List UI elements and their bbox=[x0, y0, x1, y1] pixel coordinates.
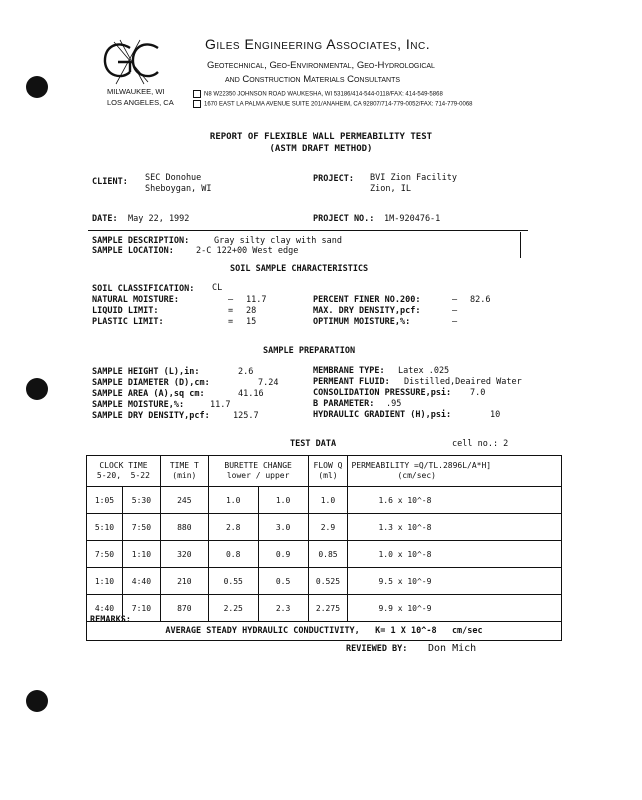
permeant-fluid-label: PERMEANT FLUID: bbox=[313, 377, 390, 387]
cell-elapsed-minutes: 320 bbox=[160, 541, 208, 568]
cell-permeability: 1.6 x 10^-8 bbox=[348, 487, 562, 514]
soil-heading: SOIL SAMPLE CHARACTERISTICS bbox=[230, 264, 369, 274]
sample-moisture: 11.7 bbox=[210, 400, 231, 410]
b-parameter-label: B PARAMETER: bbox=[313, 399, 375, 409]
percent-finer-dash: — bbox=[452, 295, 458, 305]
average-value: K= 1 X 10^-8 bbox=[375, 626, 437, 636]
date-label: DATE: bbox=[92, 214, 118, 224]
prep-heading: SAMPLE PREPARATION bbox=[263, 346, 356, 356]
test-data-heading: TEST DATA bbox=[290, 439, 337, 449]
cell-permeability: 9.5 x 10^-9 bbox=[348, 568, 562, 595]
sample-area: 41.16 bbox=[238, 389, 264, 399]
soil-classification: CL bbox=[212, 283, 223, 293]
natural-moisture: 11.7 bbox=[246, 295, 267, 305]
optimum-moisture-dash: — bbox=[452, 317, 458, 327]
address-1-text: N8 W22350 JOHNSON ROAD WAUKESHA, WI 53186/414-544-0118/FAX: 414-549-5868 bbox=[204, 91, 443, 98]
plastic-limit-eq: = bbox=[228, 317, 234, 327]
cell-burette-lower: 0.8 bbox=[208, 541, 258, 568]
permeant-fluid: Distilled,Deaired Water bbox=[404, 377, 522, 387]
cell-clock-start: 5:10 bbox=[87, 514, 123, 541]
header-clock-time: CLOCK TIME 5-20, 5-22 bbox=[87, 456, 161, 487]
cell-clock-start: 7:50 bbox=[87, 541, 123, 568]
sample-diameter: 7.24 bbox=[258, 378, 279, 388]
city-los-angeles: LOS ANGELES, CA bbox=[107, 98, 174, 107]
average-unit: cm/sec bbox=[451, 626, 483, 636]
reviewer-name: Don Mich bbox=[428, 643, 477, 654]
cell-clock-end: 1:10 bbox=[122, 541, 160, 568]
natural-moisture-dash: — bbox=[228, 295, 234, 305]
average-label: AVERAGE STEADY HYDRAULIC CONDUCTIVITY, bbox=[165, 626, 360, 636]
soil-classification-label: SOIL CLASSIFICATION: bbox=[92, 284, 195, 294]
project-name: BVI Zion Facility bbox=[370, 173, 457, 183]
table-row bbox=[87, 595, 562, 622]
b-parameter: .95 bbox=[386, 399, 402, 409]
natural-moisture-label: NATURAL MOISTURE: bbox=[92, 295, 179, 305]
cell-flow-q: 1.0 bbox=[308, 487, 348, 514]
sample-dry-density: 125.7 bbox=[233, 411, 259, 421]
project-city: Zion, IL bbox=[370, 184, 411, 194]
liquid-limit-label: LIQUID LIMIT: bbox=[92, 306, 159, 316]
company-logo bbox=[100, 38, 162, 86]
address-2-text: 1670 EAST LA PALMA AVENUE SUITE 201/ANAHEIM, CA 92807/714-779-0052/FAX: 714-779-0068 bbox=[204, 101, 473, 108]
percent-finer: 82.6 bbox=[470, 295, 491, 305]
reviewed-by-label: REVIEWED BY: bbox=[346, 644, 408, 654]
max-dry-density-label: MAX. DRY DENSITY,pcf: bbox=[313, 306, 421, 316]
company-subtitle-2: and Construction Materials Consultants bbox=[225, 74, 401, 85]
test-data-table bbox=[86, 455, 562, 641]
sample-diameter-label: SAMPLE DIAMETER (D),cm: bbox=[92, 378, 210, 388]
cell-burette-upper: 0.5 bbox=[258, 568, 308, 595]
sample-description-label: SAMPLE DESCRIPTION: bbox=[92, 236, 190, 246]
plastic-limit-label: PLASTIC LIMIT: bbox=[92, 317, 164, 327]
cell-burette-lower: 2.8 bbox=[208, 514, 258, 541]
checkbox-icon bbox=[193, 90, 201, 98]
hydraulic-gradient: 10 bbox=[490, 410, 501, 420]
consolidation-pressure: 7.0 bbox=[470, 388, 486, 398]
checkbox-icon bbox=[193, 100, 201, 108]
cell-clock-end: 7:10 bbox=[122, 595, 160, 622]
liquid-limit-eq: = bbox=[228, 306, 234, 316]
report-title-line-2: (ASTM DRAFT METHOD) bbox=[269, 144, 373, 154]
cell-clock-end: 4:40 bbox=[122, 568, 160, 595]
punch-hole-middle bbox=[26, 378, 48, 400]
cell-flow-q: 0.525 bbox=[308, 568, 348, 595]
remarks-label: REMARKS: bbox=[90, 615, 131, 625]
sample-moisture-label: SAMPLE MOISTURE,%: bbox=[92, 400, 185, 410]
table-header-row bbox=[87, 456, 562, 487]
header-flow-q: FLOW Q (ml) bbox=[308, 456, 348, 487]
optimum-moisture-label: OPTIMUM MOISTURE,%: bbox=[313, 317, 411, 327]
sample-dry-density-label: SAMPLE DRY DENSITY,pcf: bbox=[92, 411, 210, 421]
sample-area-label: SAMPLE AREA (A),sq cm: bbox=[92, 389, 205, 399]
hydraulic-gradient-label: HYDRAULIC GRADIENT (H),psi: bbox=[313, 410, 452, 420]
vertical-mark bbox=[520, 232, 521, 258]
date-value: May 22, 1992 bbox=[128, 214, 190, 224]
average-conductivity bbox=[87, 622, 562, 641]
sample-location: 2-C 122+00 West edge bbox=[196, 246, 299, 256]
cell-burette-upper: 2.3 bbox=[258, 595, 308, 622]
plastic-limit: 15 bbox=[246, 317, 257, 327]
address-line-1 bbox=[193, 90, 443, 98]
cell-burette-upper: 1.0 bbox=[258, 487, 308, 514]
liquid-limit: 28 bbox=[246, 306, 257, 316]
cell-number: cell no.: 2 bbox=[452, 439, 509, 449]
punch-hole-top bbox=[26, 76, 48, 98]
address-line-2 bbox=[193, 100, 473, 108]
office-cities bbox=[107, 86, 174, 108]
cell-permeability: 1.3 x 10^-8 bbox=[348, 514, 562, 541]
cell-flow-q: 0.85 bbox=[308, 541, 348, 568]
sample-location-label: SAMPLE LOCATION: bbox=[92, 246, 174, 256]
cell-elapsed-minutes: 880 bbox=[160, 514, 208, 541]
cell-flow-q: 2.275 bbox=[308, 595, 348, 622]
membrane-type: Latex .025 bbox=[398, 366, 450, 376]
header-dates: 5-20, 5-22 bbox=[96, 471, 150, 480]
cell-elapsed-minutes: 210 bbox=[160, 568, 208, 595]
sample-height: 2.6 bbox=[238, 367, 254, 377]
cell-elapsed-minutes: 870 bbox=[160, 595, 208, 622]
cell-clock-start: 1:05 bbox=[87, 487, 123, 514]
table-row bbox=[87, 568, 562, 595]
city-milwaukee: MILWAUKEE, WI bbox=[107, 87, 165, 96]
report-title-line-1: REPORT OF FLEXIBLE WALL PERMEABILITY TEST bbox=[209, 132, 433, 142]
max-dry-density-dash: — bbox=[452, 306, 458, 316]
company-name: Giles Engineering Associates, Inc. bbox=[205, 36, 431, 52]
header-burette-change: BURETTE CHANGE lower / upper bbox=[208, 456, 308, 487]
project-number-label: PROJECT NO.: bbox=[313, 214, 375, 224]
header-time-t: TIME T (min) bbox=[160, 456, 208, 487]
sample-description: Gray silty clay with sand bbox=[214, 236, 342, 246]
company-subtitle-1: Geotechnical, Geo-Environmental, Geo-Hydrological bbox=[207, 60, 435, 71]
sample-height-label: SAMPLE HEIGHT (L),in: bbox=[92, 367, 200, 377]
client-name: SEC Donohue bbox=[145, 173, 202, 183]
consolidation-pressure-label: CONSOLIDATION PRESSURE,psi: bbox=[313, 388, 452, 398]
project-number: 1M-920476-1 bbox=[384, 214, 441, 224]
cell-clock-end: 5:30 bbox=[122, 487, 160, 514]
punch-hole-bottom bbox=[26, 690, 48, 712]
cell-flow-q: 2.9 bbox=[308, 514, 348, 541]
cell-burette-lower: 2.25 bbox=[208, 595, 258, 622]
percent-finer-label: PERCENT FINER NO.200: bbox=[313, 295, 421, 305]
divider-line bbox=[88, 230, 528, 231]
cell-burette-lower: 1.0 bbox=[208, 487, 258, 514]
cell-clock-end: 7:50 bbox=[122, 514, 160, 541]
cell-clock-start: 4:40 bbox=[87, 595, 123, 622]
cell-clock-start: 1:10 bbox=[87, 568, 123, 595]
table-row bbox=[87, 514, 562, 541]
project-label: PROJECT: bbox=[313, 174, 354, 184]
report-title bbox=[186, 131, 456, 155]
table-row bbox=[87, 541, 562, 568]
cell-burette-upper: 0.9 bbox=[258, 541, 308, 568]
cell-elapsed-minutes: 245 bbox=[160, 487, 208, 514]
cell-permeability: 9.9 x 10^-9 bbox=[348, 595, 562, 622]
header-permeability: PERMEABILITY =Q/TL.2896L/A*H] (cm/sec) bbox=[348, 456, 562, 487]
client-city: Sheboygan, WI bbox=[145, 184, 212, 194]
cell-permeability: 1.0 x 10^-8 bbox=[348, 541, 562, 568]
membrane-type-label: MEMBRANE TYPE: bbox=[313, 366, 385, 376]
cell-burette-lower: 0.55 bbox=[208, 568, 258, 595]
cell-burette-upper: 3.0 bbox=[258, 514, 308, 541]
client-label: CLIENT: bbox=[92, 177, 128, 187]
average-row bbox=[87, 622, 562, 641]
table-row bbox=[87, 487, 562, 514]
